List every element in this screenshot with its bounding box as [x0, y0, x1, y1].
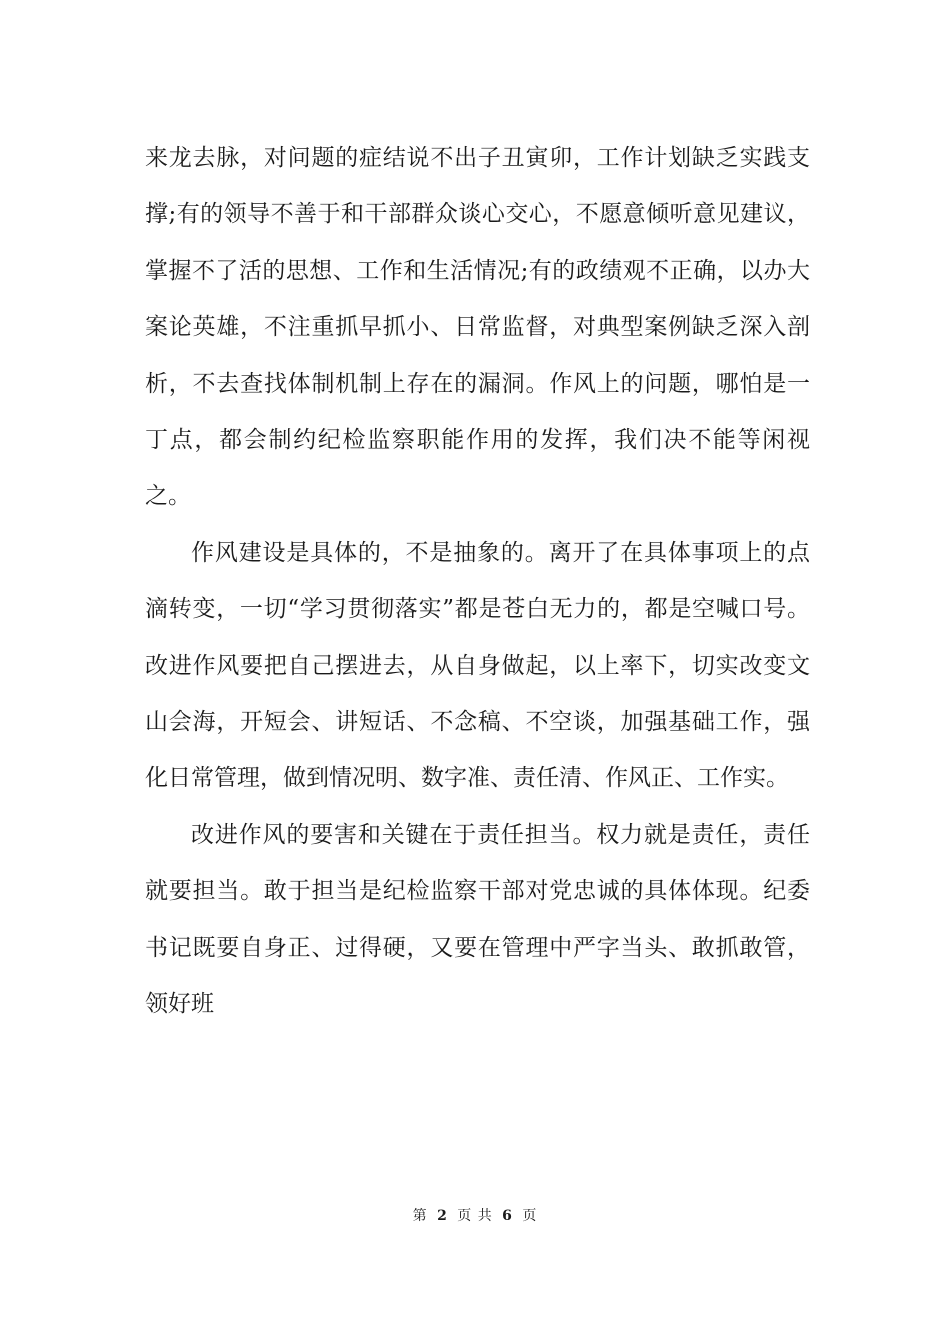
footer-middle: 页 共 [457, 1208, 493, 1224]
paragraph-1: 来龙去脉，对问题的症结说不出子丑寅卯，工作计划缺乏实践支撑;有的领导不善于和干部群众谈心交心，不愿意倾听意见建议，掌握不了活的思想、工作和生活情况;有的政绩观不正确，以办大案论英雄，不注重抓早抓小、日常监督，对典型案例缺乏深入剖析，不去查找体制机制上存在的漏洞。作风上的问题，哪怕是一丁点，都会制约纪检监察职能作用的发挥，我们决不能等闲视之。 [145, 145, 810, 510]
body-text [145, 130, 810, 1033]
page-footer [0, 1205, 950, 1225]
paragraph-2: 作风建设是具体的，不是抽象的。离开了在具体事项上的点滴转变，一切“学习贯彻落实”都是苍白无力的，都是空喊口号。改进作风要把自己摆进去，从自身做起，以上率下，切实改变文山会海，开短会、讲短话、不念稿、不空谈，加强基础工作，强化日常管理，做到情况明、数字准、责任清、作风正、工作实。 [145, 539, 810, 792]
footer-prefix: 第 [412, 1208, 428, 1224]
current-page-number: 2 [437, 1208, 448, 1224]
paragraph-3: 改进作风的要害和关键在于责任担当。权力就是责任，责任就要担当。敢于担当是纪检监察干部对党忠诚的具体体现。纪委书记既要自身正、过得硬，又要在管理中严字当头、敢抓敢管，领好班 [145, 821, 810, 1018]
footer-suffix: 页 [522, 1208, 538, 1224]
total-page-number: 6 [502, 1208, 513, 1224]
